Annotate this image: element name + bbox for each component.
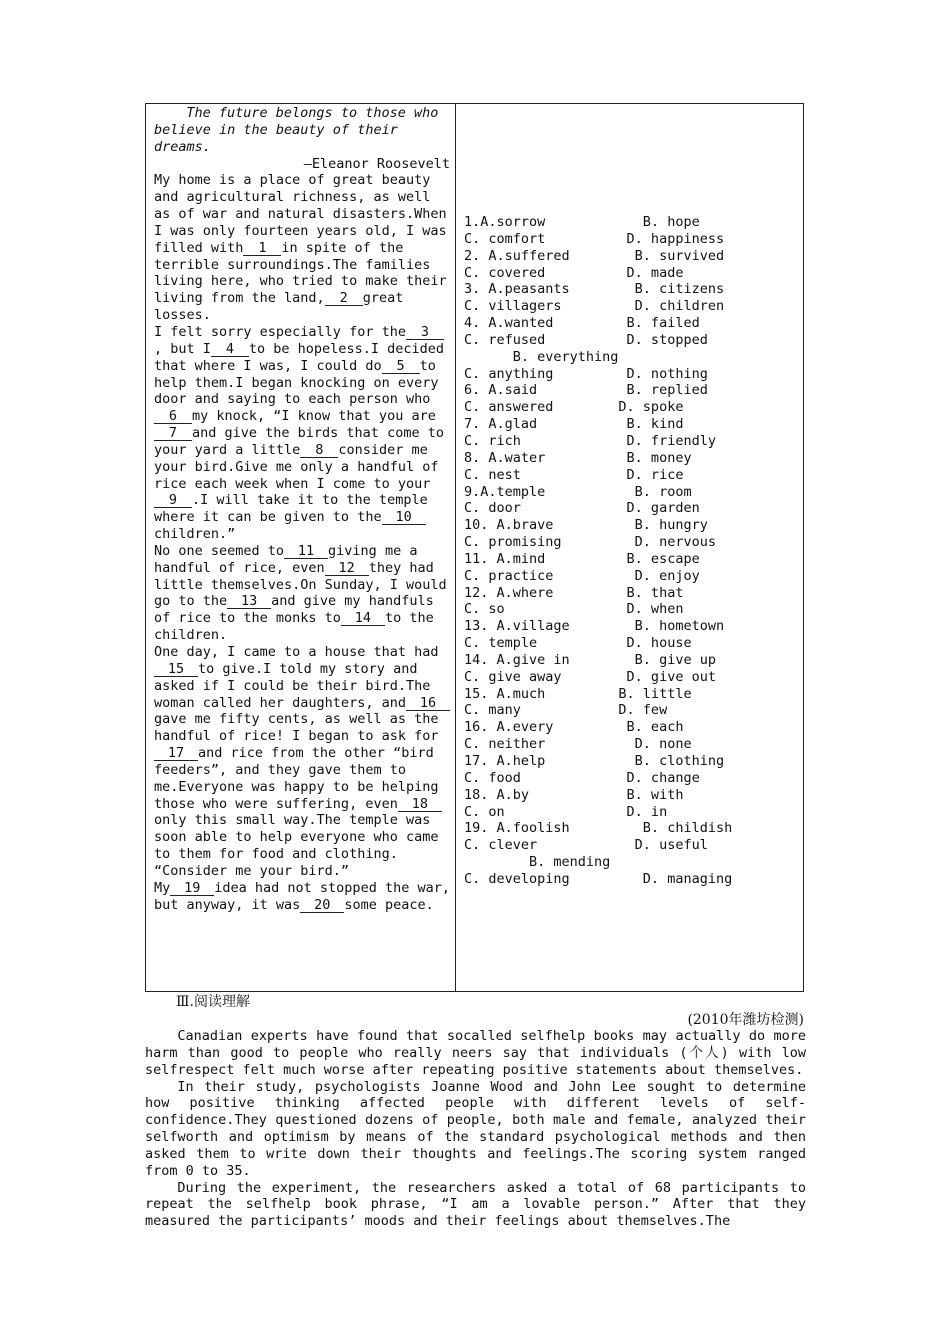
story-text: No one seemed to [154, 542, 285, 559]
story-paragraph [154, 880, 450, 914]
option-line: C. developing D. managing [464, 870, 733, 887]
option-line: B. everything [464, 348, 619, 365]
story-text: I felt sorry especially for the [154, 323, 406, 340]
story-text: One day, I came to a house that had [154, 644, 439, 660]
option-line: 15. A.much B. little [464, 685, 692, 702]
option-line: 4. A.wanted B. failed [464, 315, 700, 332]
option-line: 2. A.suffered B. survived [464, 247, 725, 264]
story-text: My [154, 879, 171, 896]
story-text: My home is a place of great beauty and agricultural richness, as well as of war and natural disasters.When I was only fourteen years old, I was filled with [154, 172, 447, 256]
option-line: 17. A.help B. clothing [464, 753, 725, 769]
passage-paragraph: Canadian experts have found that socalled selfhelp books may actually do more harm than good to people who really neers say that individuals (个人) with low selfrespect felt much worse after repeating positive statements about themselves. [145, 1028, 806, 1078]
blank-7: 7 [154, 426, 192, 441]
blank-3: 3 [406, 325, 444, 340]
section-title: Ⅲ.阅读理解 [176, 994, 250, 1010]
blank-2: 2 [325, 291, 363, 306]
story-text: in spite of the terrible surroundings.The families living here, who tried to make their living from the land, [154, 239, 447, 307]
option-line: C. covered D. made [464, 264, 684, 281]
option-line: C. villagers D. children [464, 298, 725, 315]
story-paragraph [154, 644, 450, 863]
blank-19: 19 [170, 881, 214, 896]
option-line: 9.A.temple B. room [464, 483, 692, 500]
option-line: 19. A.foolish B. childish [464, 820, 733, 837]
option-line: C. food D. change [464, 769, 700, 786]
option-line: 18. A.by B. with [464, 786, 684, 803]
story-text: they had little themselves.On Sunday, I would go to the [154, 559, 447, 610]
blank-15: 15 [154, 662, 198, 677]
cloze-text-column [154, 105, 450, 914]
blank-4: 4 [211, 342, 249, 357]
passage-source: (2010年潍坊检测) [687, 1012, 804, 1028]
option-line: C. many D. few [464, 702, 668, 719]
option-line: C. so D. when [464, 601, 684, 618]
story-paragraph [154, 172, 450, 324]
story-text: and give the birds that come to your yard a little [154, 425, 444, 458]
option-line: C. comfort D. happiness [464, 230, 725, 247]
story-text: great losses. [154, 290, 404, 324]
blank-17: 17 [154, 746, 198, 761]
blank-14: 14 [341, 611, 385, 626]
option-line: 1.A.sorrow B. hope [464, 214, 700, 230]
story-paragraph [154, 543, 450, 644]
story-text: to give.I told my story and asked if I could be their bird.The woman called her daughters, and [154, 660, 431, 711]
option-line: C. practice D. enjoy [464, 567, 700, 584]
story-text: idea had not stopped the war, but anyway, it was [154, 879, 450, 913]
story-text: and give my handfuls of rice to the monks to [154, 593, 434, 627]
quote-author: —Eleanor Roosevelt [303, 155, 450, 172]
story-text: some peace. [344, 896, 434, 913]
option-line: 6. A.said B. replied [464, 382, 708, 399]
option-line: B. mending [464, 854, 611, 871]
option-line: C. on D. in [464, 803, 668, 820]
option-line: 12. A.where B. that [464, 584, 684, 601]
story-paragraph [154, 863, 450, 880]
blank-10: 10 [382, 510, 426, 525]
blank-16: 16 [406, 696, 450, 711]
reading-passage [145, 1028, 806, 1230]
blank-6: 6 [154, 409, 192, 424]
story-text: to be hopeless.I decided that where I was, I could do [154, 340, 444, 374]
option-line: 16. A.every B. each [464, 719, 684, 736]
story-text: only this small way.The temple was soon able to help everyone who came to them for food and clothing. [154, 812, 439, 863]
story-text: to the children. [154, 610, 434, 644]
story-text: and rice from the other “bird feeders”, and they gave them to me.Everyone was happy to be helping those who were suffering, even [154, 745, 439, 812]
story-text: .I will take it to the temple where it can be given to the [154, 492, 428, 526]
option-line: C. give away D. give out [464, 668, 716, 685]
story-text: gave me fifty cents, as well as the handful of rice! I began to ask for [154, 711, 439, 745]
quote-text: The future belongs to those who believe in the beauty of their dreams. [154, 105, 439, 155]
option-line: 7. A.glad B. kind [464, 416, 684, 433]
blank-18: 18 [398, 797, 442, 812]
story-text: consider me your bird.Give me only a handful of rice each week when I come to your [154, 441, 439, 492]
blank-5: 5 [382, 359, 420, 374]
option-line: 13. A.village B. hometown [464, 618, 725, 635]
option-line: C. nest D. rice [464, 466, 684, 483]
story-text: “Consider me your bird.” [154, 862, 350, 879]
option-line: C. rich D. friendly [464, 432, 716, 449]
option-line: 10. A.brave B. hungry [464, 517, 708, 534]
story-text: children.” [154, 526, 236, 543]
story-text: my knock, “I know that you are [192, 408, 436, 425]
cloze-story [154, 172, 450, 913]
blank-20: 20 [300, 898, 344, 913]
blank-9: 9 [154, 493, 192, 508]
cloze-table [145, 103, 804, 992]
story-paragraph [154, 324, 450, 543]
option-line: 14. A.give in B. give up [464, 651, 716, 668]
story-text: to help them.I began knocking on every door and saying to each person who [154, 357, 439, 408]
option-line: C. refused D. stopped [464, 331, 708, 348]
blank-1: 1 [243, 241, 281, 256]
option-line: C. anything D. nothing [464, 365, 708, 382]
option-line: C. clever D. useful [464, 837, 708, 854]
option-line: 8. A.water B. money [464, 449, 692, 466]
options-column [464, 214, 799, 888]
blank-8: 8 [300, 443, 338, 458]
option-line: C. door D. garden [464, 500, 700, 517]
blank-11: 11 [284, 544, 328, 559]
story-text: , but I [154, 340, 211, 357]
passage-paragraph: In their study, psychologists Joanne Wood and John Lee sought to determine how positive thinking affected people with different levels of self-confidence.They questioned dozens of people, both male and female, analyzed their selfworth and optimism by means of the standard psychological methods and then asked them to write down their thoughts and feelings.The scoring system ranged from 0 to 35. [145, 1078, 806, 1179]
option-line: 11. A.mind B. escape [464, 550, 700, 567]
option-line: 3. A.peasants B. citizens [464, 281, 725, 298]
option-line: C. promising D. nervous [464, 534, 716, 551]
column-divider [455, 104, 456, 991]
option-line: C. neither D. none [464, 736, 692, 753]
option-line: C. temple D. house [464, 635, 692, 652]
blank-12: 12 [325, 561, 369, 576]
passage-paragraph: During the experiment, the researchers asked a total of 68 participants to repeat the selfhelp book phrase, “I am a lovable person.” After that they measured the participants’ moods and their feelings about themselves.The [145, 1179, 806, 1230]
option-line: C. answered D. spoke [464, 399, 684, 416]
blank-13: 13 [227, 594, 271, 609]
story-text: giving me a handful of rice, even [154, 542, 418, 576]
